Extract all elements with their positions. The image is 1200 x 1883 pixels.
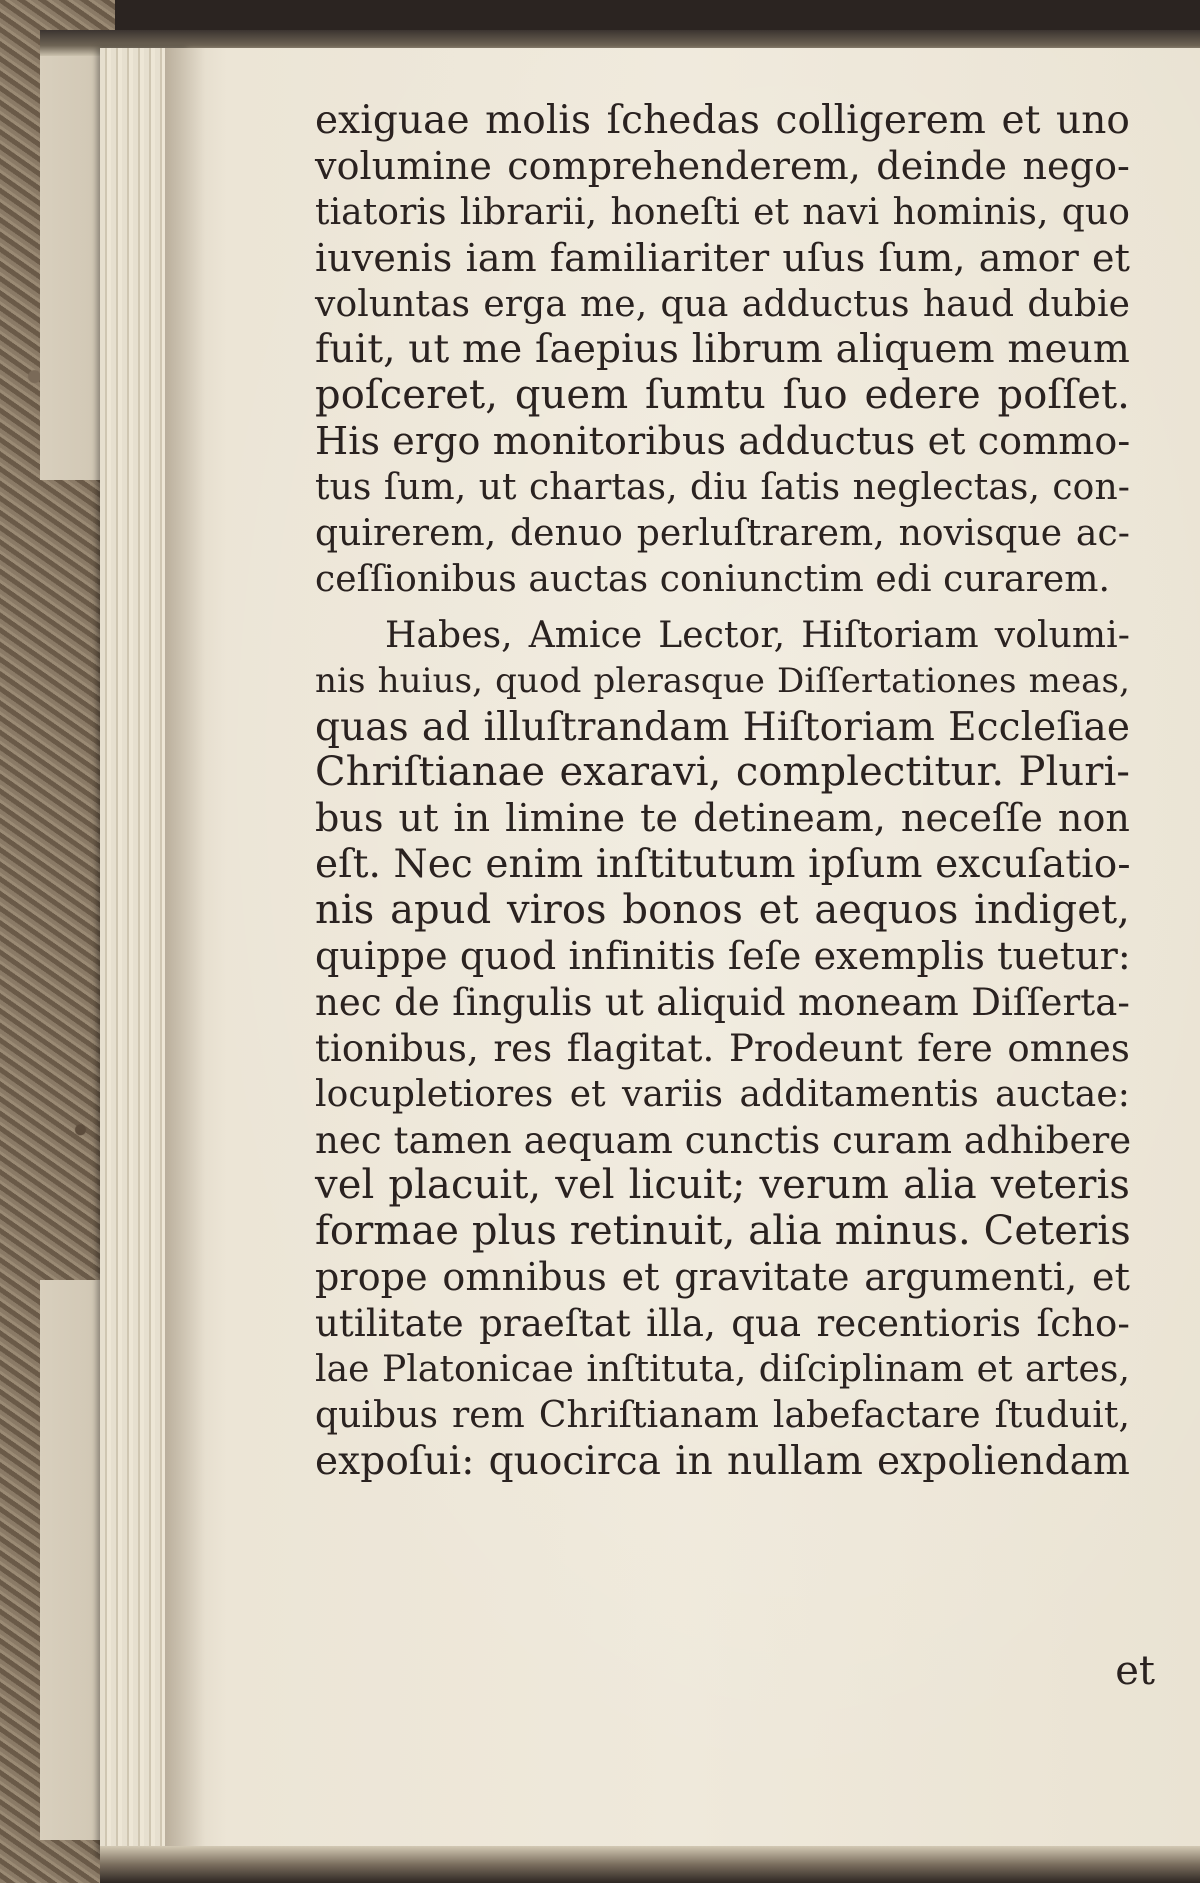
text-line: nis apud viros bonos et aequos indiget, bbox=[315, 887, 1130, 934]
text-line: His ergo monitoribus adductus et commo- bbox=[315, 419, 1131, 464]
text-block bbox=[315, 98, 1130, 1485]
paragraph-1 bbox=[315, 98, 1130, 603]
bottom-page-edge bbox=[100, 1846, 1200, 1883]
text-line: eſt. Nec enim inſtitutum ipſum excuſatio- bbox=[315, 842, 1131, 888]
text-line: iuvenis iam familiariter uſus ſum, amor et bbox=[315, 235, 1130, 280]
text-line: voluntas erga me, qua adductus haud dubie bbox=[315, 283, 1130, 325]
text-line: ceſſionibus auctas coniunctim edi curarem. bbox=[315, 558, 1111, 600]
text-line: Chriſtianae exaravi, complectitur. Pluri- bbox=[315, 749, 1130, 796]
text-line: expoſui: quocirca in nullam expoliendam bbox=[315, 1438, 1130, 1484]
text-line: Habes, Amice Lector, Hiſtoriam volumi- bbox=[385, 614, 1130, 656]
text-line: fuit, ut me ſaepius librum aliquem meum bbox=[315, 327, 1130, 373]
text-line: utilitate praeſtat illa, qua recentioris ſcho- bbox=[315, 1302, 1130, 1346]
text-line: vel placuit, vel licuit; verum alia veteris bbox=[315, 1162, 1130, 1209]
text-line: quippe quod infinitis ſeſe exemplis tuetur: bbox=[315, 934, 1131, 979]
text-line: prope omnibus et gravitate argumenti, et bbox=[315, 1255, 1130, 1300]
text-line: quirerem, denuo perluſtrarem, novisque ac- bbox=[315, 513, 1130, 555]
text-line: nec de ſingulis ut aliquid moneam Diſſerta- bbox=[315, 980, 1130, 1024]
text-line: tiatoris librarii, honeſti et navi hominis, quo bbox=[315, 191, 1130, 233]
text-line: quas ad illuſtrandam Hiſtoriam Eccleſiae bbox=[315, 704, 1130, 750]
text-line: tionibus, res flagitat. Prodeunt fere omnes bbox=[315, 1026, 1130, 1070]
text-line: nec tamen aequam cunctis curam adhibere bbox=[315, 1118, 1132, 1162]
text-line: formae plus retinuit, alia minus. Ceteris bbox=[315, 1208, 1131, 1255]
catchword: et bbox=[1115, 1648, 1155, 1694]
page-gutter bbox=[165, 48, 205, 1848]
text-line: bus ut in limine te detineam, neceſſe non bbox=[315, 796, 1130, 841]
text-line: volumine comprehenderem, deinde nego- bbox=[315, 143, 1130, 188]
text-line: quibus rem Chriſtianam labefactare ſtuduit, bbox=[315, 1394, 1130, 1436]
paragraph-2 bbox=[315, 613, 1130, 1485]
text-line: poſceret, quem ſumtu ſuo edere poſſet. bbox=[315, 372, 1130, 419]
book-page bbox=[165, 48, 1200, 1848]
text-line: nis huius, quod plerasque Diſſertationes meas, bbox=[315, 660, 1130, 701]
text-line: tus ſum, ut chartas, diu ſatis neglectas, con- bbox=[315, 467, 1130, 509]
text-line: lae Platonicae inſtituta, diſciplinam et artes, bbox=[315, 1349, 1130, 1391]
text-line: exiguae molis ſchedas colligerem et uno bbox=[315, 98, 1130, 143]
text-line: locupletiores et variis additamentis auctae: bbox=[315, 1073, 1130, 1115]
